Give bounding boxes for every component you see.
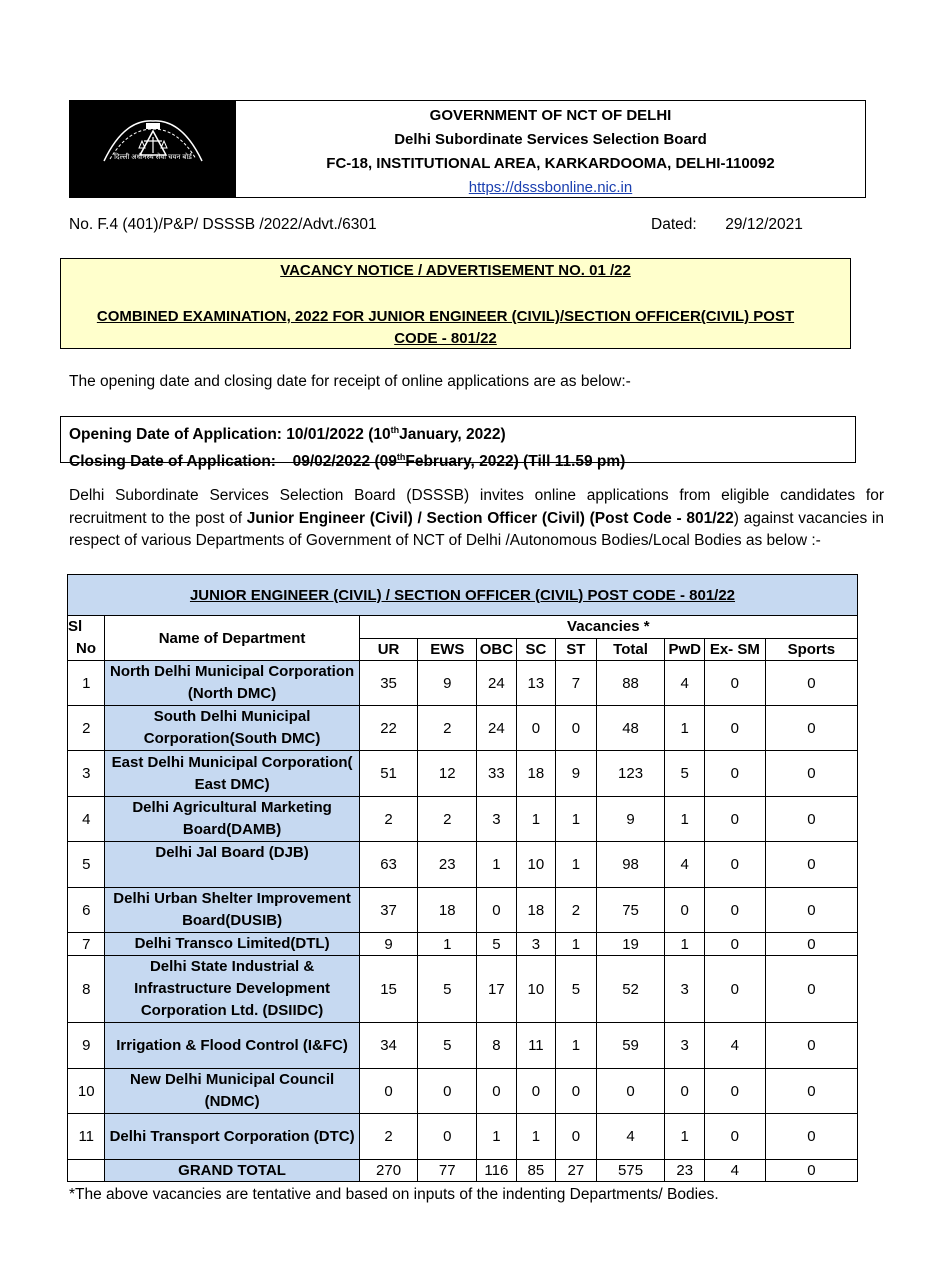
- vacancy-cell: 18: [516, 751, 555, 797]
- vacancy-cell: 52: [596, 956, 665, 1023]
- vacancy-cell: 0: [704, 1114, 765, 1160]
- vacancy-cell: 17: [477, 956, 516, 1023]
- total-cell: 0: [765, 1160, 857, 1182]
- table-row: [68, 661, 858, 706]
- column-header: OBC: [477, 638, 516, 661]
- column-header: ST: [556, 638, 597, 661]
- table-row: [68, 797, 858, 842]
- sl-cell: 8: [68, 956, 105, 1023]
- table-row: [68, 1023, 858, 1069]
- sl-cell: 7: [68, 933, 105, 956]
- letterhead: [69, 100, 866, 198]
- department-cell: Delhi State Industrial & Infrastructure Development Corporation Ltd. (DSIIDC): [105, 956, 359, 1023]
- vacancy-cell: 1: [556, 1023, 597, 1069]
- sl-cell: 11: [68, 1114, 105, 1160]
- vacancy-cell: 18: [516, 888, 555, 933]
- dated-label: Dated:: [651, 216, 697, 233]
- grand-total-label: GRAND TOTAL: [105, 1160, 359, 1182]
- vacancy-cell: 24: [477, 661, 516, 706]
- vacancy-cell: 0: [704, 751, 765, 797]
- vacancy-cell: 9: [418, 661, 477, 706]
- vacancy-cell: 75: [596, 888, 665, 933]
- vacancy-cell: 0: [765, 1069, 857, 1114]
- vacancy-cell: 34: [359, 1023, 418, 1069]
- sl-cell: 9: [68, 1023, 105, 1069]
- vacancy-cell: 0: [596, 1069, 665, 1114]
- vacancy-cell: 1: [516, 1114, 555, 1160]
- vacancy-cell: 4: [665, 842, 704, 888]
- website-link[interactable]: https://dsssbonline.nic.in: [468, 179, 633, 196]
- vacancy-cell: 0: [765, 706, 857, 751]
- vacancy-cell: 0: [477, 888, 516, 933]
- vacancy-cell: 7: [556, 661, 597, 706]
- department-cell: North Delhi Municipal Corporation (North DMC): [105, 661, 359, 706]
- department-cell: Delhi Transport Corporation (DTC): [105, 1114, 359, 1160]
- vacancy-cell: 0: [765, 797, 857, 842]
- total-cell: 270: [359, 1160, 418, 1182]
- empty-cell: [68, 1160, 105, 1182]
- vacancy-cell: 19: [596, 933, 665, 956]
- vacancy-cell: 1: [477, 1114, 516, 1160]
- table-row: [68, 842, 858, 888]
- vacancy-cell: 2: [418, 706, 477, 751]
- reference-line: [69, 216, 829, 234]
- vacancy-cell: 0: [516, 706, 555, 751]
- vacancy-cell: 15: [359, 956, 418, 1023]
- table-row: [68, 1069, 858, 1114]
- department-cell: Delhi Transco Limited(DTL): [105, 933, 359, 956]
- notice-title: VACANCY NOTICE / ADVERTISEMENT NO. 01 /22: [280, 262, 631, 279]
- vacancy-cell: 5: [418, 1023, 477, 1069]
- sl-cell: 3: [68, 751, 105, 797]
- table-row: [68, 1114, 858, 1160]
- total-cell: 77: [418, 1160, 477, 1182]
- total-cell: 23: [665, 1160, 704, 1182]
- vacancy-cell: 11: [516, 1023, 555, 1069]
- table-title: JUNIOR ENGINEER (CIVIL) / SECTION OFFICER (CIVIL) POST CODE - 801/22: [68, 575, 858, 616]
- department-cell: Delhi Urban Shelter Improvement Board(DUSIB): [105, 888, 359, 933]
- dated-value: 29/12/2021: [725, 216, 803, 233]
- vacancy-cell: 3: [516, 933, 555, 956]
- opening-date-label: Opening Date of Application:: [69, 426, 282, 444]
- post-name: Junior Engineer (Civil) / Section Officer (Civil) (Post Code - 801/22: [246, 509, 734, 527]
- table-row: [68, 888, 858, 933]
- footnote: *The above vacancies are tentative and based on inputs of the indenting Departments/ Bodies.: [69, 1186, 719, 1203]
- application-dates-box: [60, 416, 856, 471]
- vacancy-cell: 0: [765, 751, 857, 797]
- vacancy-cell: 0: [765, 1114, 857, 1160]
- column-header: Total: [596, 638, 665, 661]
- vacancy-cell: 0: [765, 933, 857, 956]
- vacancy-cell: 4: [596, 1114, 665, 1160]
- vacancy-cell: 0: [765, 661, 857, 706]
- department-cell: Irrigation & Flood Control (I&FC): [105, 1023, 359, 1069]
- table-row: [68, 933, 858, 956]
- board-name: Delhi Subordinate Services Selection Board: [394, 131, 707, 148]
- vacancy-cell: 22: [359, 706, 418, 751]
- department-cell: Delhi Jal Board (DJB): [105, 842, 359, 888]
- dated-field: [651, 216, 803, 234]
- column-header: Ex- SM: [704, 638, 765, 661]
- vacancy-cell: 3: [477, 797, 516, 842]
- opening-date-row: [69, 419, 855, 446]
- vacancy-cell: 0: [418, 1114, 477, 1160]
- department-cell: South Delhi Municipal Corporation(South DMC): [105, 706, 359, 751]
- vacancy-cell: 48: [596, 706, 665, 751]
- vacancy-table: [67, 574, 858, 1182]
- vacancy-cell: 0: [704, 956, 765, 1023]
- vacancy-cell: 4: [665, 661, 704, 706]
- sl-header: Sl No: [68, 616, 105, 661]
- vacancy-cell: 5: [556, 956, 597, 1023]
- table-row: [68, 956, 858, 1023]
- column-header: PwD: [665, 638, 704, 661]
- invitation-paragraph: Delhi Subordinate Services Selection Board (DSSSB) invites online applications from eligible candidates for recruitment to the post of Junior Engineer (Civil) / Section Officer (Civil) (Post Code - 801/22) against vacancies in respect of various Departments of Government of NCT of Delhi /Autonomous Bodies/Local Bodies as below :-: [69, 487, 884, 549]
- table-row: [68, 706, 858, 751]
- closing-date-label: Closing Date of Application:: [69, 453, 276, 471]
- closing-date-paren: (09thFebruary, 2022) (Till 11.59 pm): [374, 452, 626, 471]
- vacancy-cell: 18: [418, 888, 477, 933]
- vacancy-cell: 0: [704, 1069, 765, 1114]
- vacancy-cell: 0: [704, 706, 765, 751]
- vacancy-cell: 5: [418, 956, 477, 1023]
- scales-emblem-icon: [84, 109, 222, 189]
- dsssb-logo: [70, 101, 236, 197]
- vacancy-cell: 35: [359, 661, 418, 706]
- board-address: FC-18, INSTITUTIONAL AREA, KARKARDOOMA, DELHI-110092: [326, 155, 775, 172]
- vacancy-cell: 0: [477, 1069, 516, 1114]
- vacancy-cell: 0: [765, 1023, 857, 1069]
- vacancy-cell: 1: [665, 1114, 704, 1160]
- department-cell: Delhi Agricultural Marketing Board(DAMB): [105, 797, 359, 842]
- sl-cell: 6: [68, 888, 105, 933]
- vacancy-cell: 9: [556, 751, 597, 797]
- closing-date-value: 09/02/2022: [292, 453, 371, 471]
- vacancy-cell: 5: [477, 933, 516, 956]
- vacancy-cell: 10: [516, 842, 555, 888]
- opening-date-paren: (10thJanuary, 2022): [368, 425, 506, 444]
- vacancy-cell: 0: [704, 842, 765, 888]
- department-cell: New Delhi Municipal Council (NDMC): [105, 1069, 359, 1114]
- vacancy-cell: 2: [359, 797, 418, 842]
- vacancy-cell: 9: [359, 933, 418, 956]
- vacancy-cell: 0: [556, 1069, 597, 1114]
- total-cell: 575: [596, 1160, 665, 1182]
- vacancy-cell: 37: [359, 888, 418, 933]
- column-header: SC: [516, 638, 555, 661]
- column-header: EWS: [418, 638, 477, 661]
- vacancy-cell: 51: [359, 751, 418, 797]
- vacancies-header: Vacancies *: [359, 616, 857, 639]
- vacancy-cell: 1: [556, 797, 597, 842]
- vacancy-cell: 4: [704, 1023, 765, 1069]
- vacancy-cell: 0: [665, 888, 704, 933]
- grand-total-row: [68, 1160, 858, 1182]
- total-cell: 116: [477, 1160, 516, 1182]
- vacancy-cell: 5: [665, 751, 704, 797]
- vacancy-cell: 24: [477, 706, 516, 751]
- vacancy-cell: 2: [359, 1114, 418, 1160]
- vacancy-cell: 0: [704, 933, 765, 956]
- vacancy-cell: 0: [704, 888, 765, 933]
- vacancy-cell: 1: [556, 842, 597, 888]
- vacancy-cell: 1: [665, 706, 704, 751]
- logo-caption: दिल्ली अधीनस्थ सेवा चयन बोर्ड: [114, 154, 192, 161]
- vacancy-cell: 1: [665, 933, 704, 956]
- total-cell: 4: [704, 1160, 765, 1182]
- vacancy-cell: 123: [596, 751, 665, 797]
- vacancy-cell: 0: [418, 1069, 477, 1114]
- vacancy-cell: 59: [596, 1023, 665, 1069]
- notice-subtitle: COMBINED EXAMINATION, 2022 FOR JUNIOR ENGINEER (CIVIL)/SECTION OFFICER(CIVIL) POST CODE - 801/22: [96, 308, 795, 347]
- vacancy-cell: 8: [477, 1023, 516, 1069]
- opening-date-value: 10/01/2022: [286, 426, 364, 444]
- vacancy-cell: 98: [596, 842, 665, 888]
- vacancy-cell: 3: [665, 956, 704, 1023]
- vacancy-cell: 3: [665, 1023, 704, 1069]
- column-header: UR: [359, 638, 418, 661]
- vacancy-cell: 9: [596, 797, 665, 842]
- total-cell: 85: [516, 1160, 555, 1182]
- notice-box: [60, 258, 851, 349]
- sl-cell: 10: [68, 1069, 105, 1114]
- vacancy-cell: 88: [596, 661, 665, 706]
- vacancy-cell: 1: [477, 842, 516, 888]
- sl-cell: 4: [68, 797, 105, 842]
- vacancy-cell: 12: [418, 751, 477, 797]
- vacancy-cell: 0: [516, 1069, 555, 1114]
- vacancy-cell: 1: [665, 797, 704, 842]
- vacancy-cell: 1: [516, 797, 555, 842]
- total-cell: 27: [556, 1160, 597, 1182]
- vacancy-cell: 0: [765, 888, 857, 933]
- column-header: Sports: [765, 638, 857, 661]
- department-cell: East Delhi Municipal Corporation( East DMC): [105, 751, 359, 797]
- sl-cell: 1: [68, 661, 105, 706]
- vacancy-cell: 0: [704, 661, 765, 706]
- vacancy-cell: 0: [556, 706, 597, 751]
- vacancy-cell: 0: [665, 1069, 704, 1114]
- sl-cell: 2: [68, 706, 105, 751]
- vacancy-cell: 23: [418, 842, 477, 888]
- vacancy-cell: 0: [765, 842, 857, 888]
- vacancy-cell: 0: [359, 1069, 418, 1114]
- sl-cell: 5: [68, 842, 105, 888]
- vacancy-cell: 1: [556, 933, 597, 956]
- dept-header: Name of Department: [105, 616, 359, 661]
- vacancy-cell: 0: [704, 797, 765, 842]
- vacancy-cell: 2: [418, 797, 477, 842]
- dates-intro: The opening date and closing date for receipt of online applications are as below:-: [69, 373, 631, 390]
- vacancy-cell: 1: [418, 933, 477, 956]
- vacancy-cell: 0: [765, 956, 857, 1023]
- vacancy-cell: 63: [359, 842, 418, 888]
- closing-date-row: [69, 446, 855, 473]
- vacancy-cell: 33: [477, 751, 516, 797]
- reference-number: No. F.4 (401)/P&P/ DSSSB /2022/Advt./6301: [69, 216, 377, 233]
- vacancy-cell: 2: [556, 888, 597, 933]
- vacancy-cell: 13: [516, 661, 555, 706]
- vacancy-cell: 10: [516, 956, 555, 1023]
- vacancy-cell: 0: [556, 1114, 597, 1160]
- gov-title: GOVERNMENT OF NCT OF DELHI: [429, 107, 672, 124]
- table-row: [68, 751, 858, 797]
